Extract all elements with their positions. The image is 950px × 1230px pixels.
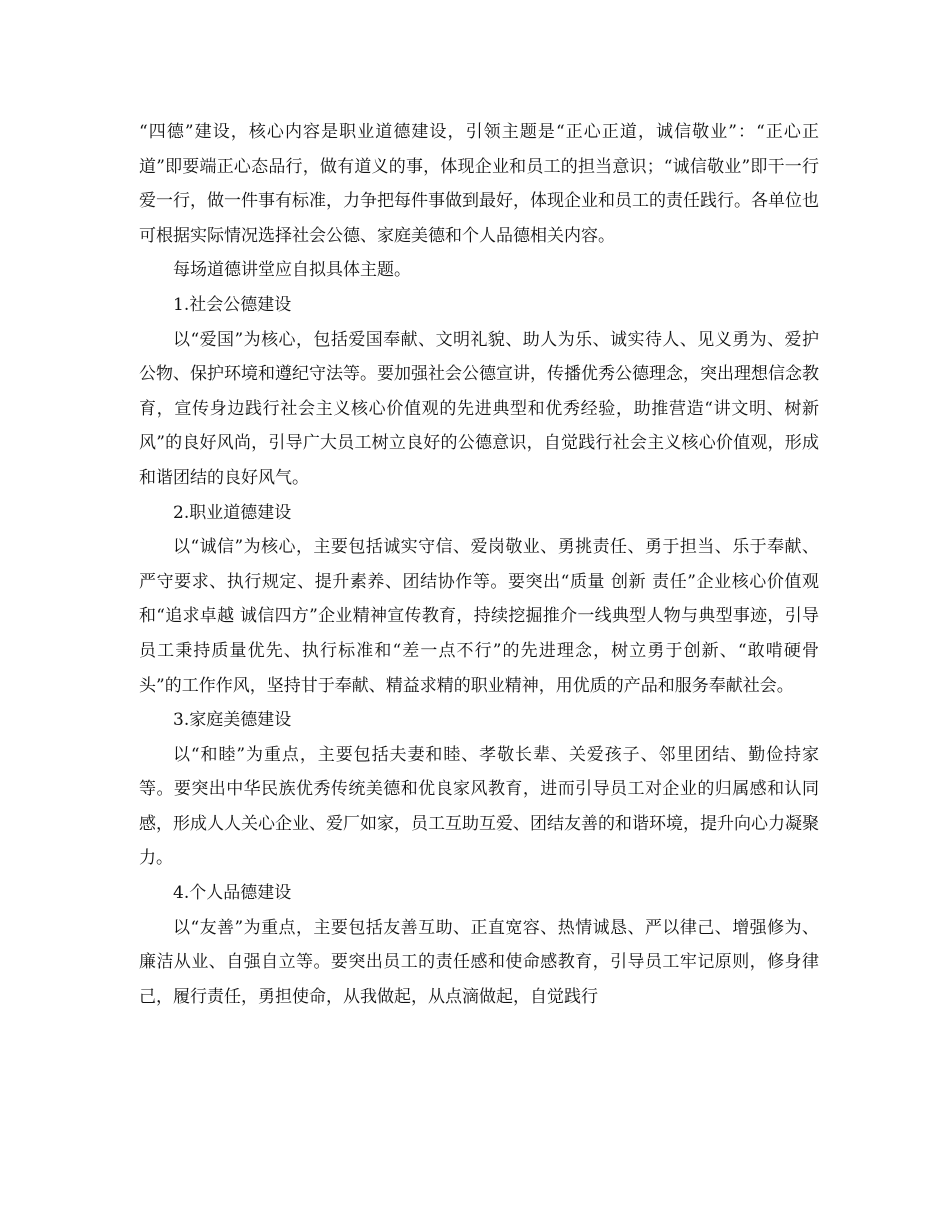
section-body-family-virtue: 以“和睦”为重点，主要包括夫妻和睦、孝敬长辈、关爱孩子、邻里团结、勤俭持家等。要突出中华民族优秀传统美德和优良家风教育，进而引导员工对企业的归属感和认同感，形成人人关心企业、爱厂如家，员工互助互爱、团结友善的和谐环境，提升向心力凝聚力。: [139, 744, 819, 869]
theme-note: 每场道德讲堂应自拟具体主题。: [173, 260, 411, 281]
section-heading-public-morality: 1.社会公德建设: [173, 294, 292, 315]
section-heading-personal-virtue: 4.个人品德建设: [173, 883, 292, 904]
section-heading-professional-ethics: 2.职业道德建设: [173, 502, 292, 523]
section-body-professional-ethics: 以“诚信”为核心，主要包括诚实守信、爱岗敬业、勇挑责任、勇于担当、乐于奉献、严守要求、执行规定、提升素养、团结协作等。要突出“质量 创新 责任”企业核心价值观和“追求卓越 诚信四方”企业精神宣传教育，持续挖掘推介一线典型人物与典型事迹，引导员工秉持质量优先、执行标准和“差一点不行”的先进理念，树立勇于创新、“敢啃硬骨头”的工作作风，坚持甘于奉献、精益求精的职业精神，用优质的产品和服务奉献社会。: [139, 537, 819, 696]
section-heading-family-virtue: 3.家庭美德建设: [173, 710, 292, 731]
intro-paragraph: “四德”建设，核心内容是职业道德建设，引领主题是“正心正道，诚信敬业”：“正心正道”即要端正心态品行，做有道义的事，体现企业和员工的担当意识；“诚信敬业”即干一行爱一行，做一件事有标准，力争把每件事做到最好，体现企业和员工的责任践行。各单位也可根据实际情况选择社会公德、家庭美德和个人品德相关内容。: [139, 122, 819, 246]
section-body-public-morality: 以“爱国”为核心，包括爱国奉献、文明礼貌、助人为乐、诚实待人、见义勇为、爱护公物、保护环境和遵纪守法等。要加强社会公德宣讲，传播优秀公德理念，突出理想信念教育，宣传身边践行社会主义核心价值观的先进典型和优秀经验，助推营造“讲文明、树新风”的良好风尚，引导广大员工树立良好的公德意识，自觉践行社会主义核心价值观，形成和谐团结的良好风气。: [139, 329, 819, 488]
section-body-personal-virtue: 以“友善”为重点，主要包括友善互助、正直宽容、热情诚恳、严以律己、增强修为、廉洁从业、自强自立等。要突出员工的责任感和使命感教育，引导员工牢记原则，修身律己，履行责任，勇担使命，从我做起，从点滴做起，自觉践行: [139, 917, 819, 1007]
document-page: [139, 115, 819, 1014]
